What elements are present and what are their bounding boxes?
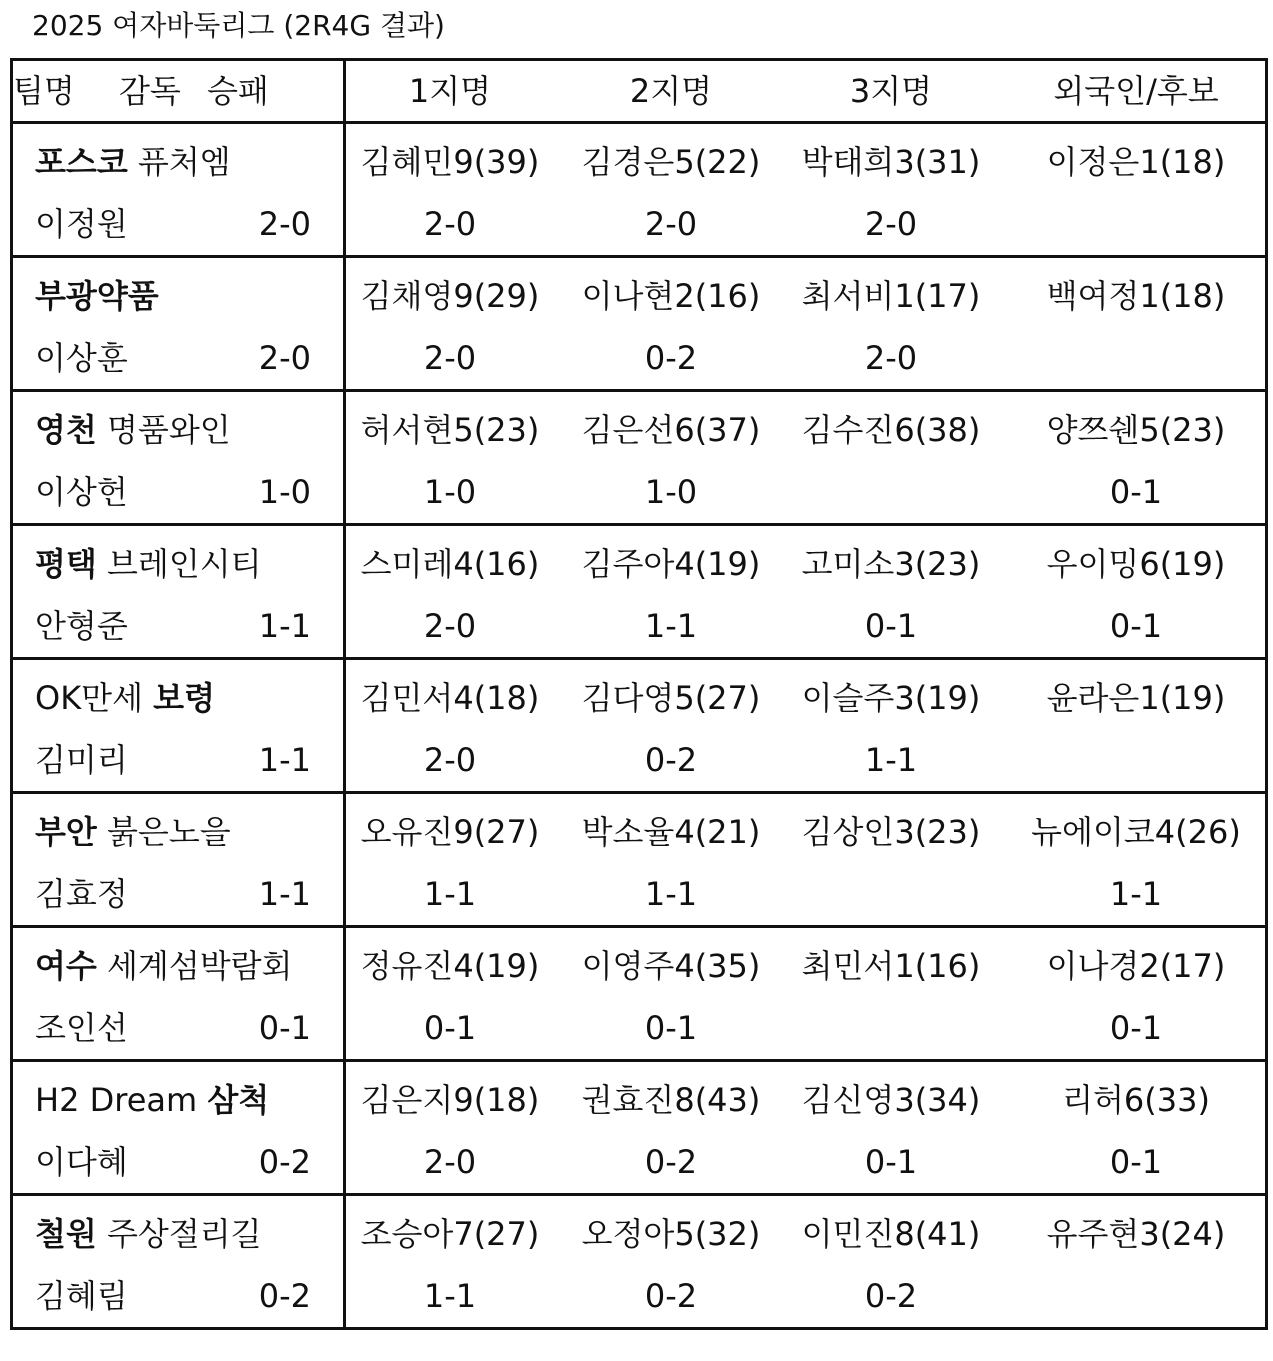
player-result: 2-0 [423,741,477,779]
player-name: 윤라은1(19) [1046,679,1226,717]
player-name: 오정아5(32) [581,1215,761,1253]
team-name [35,808,231,856]
team-sponsor-name: 명품와인 [96,411,231,449]
player-name: 이슬주3(19) [801,679,981,717]
player-result: 1-0 [423,473,477,511]
team-city-name: 부광약품 [35,277,159,315]
header-pick-2: 2지명 [629,72,713,110]
document-title: 2025 여자바둑리그 (2R4G 결과) [32,9,445,42]
team-name [35,272,159,320]
player-result: 0-1 [1109,607,1163,645]
coach-name: 이상헌 [35,473,128,511]
team-sponsor-name: 브레인시티 [96,545,262,583]
header-picks-cell [345,60,1267,123]
player-result: 1-1 [644,607,698,645]
team-sponsor-name: 붉은노을 [96,813,231,851]
player-result: 0-1 [423,1009,477,1047]
player-name: 김경은5(22) [581,143,761,181]
team-name [35,1076,269,1124]
player-result: 1-1 [864,741,918,779]
team-record: 1-0 [258,473,311,511]
header-pick-1: 1지명 [408,72,492,110]
players-cell [345,1195,1267,1329]
team-city-name: 삼척 [207,1081,270,1119]
player-name: 김다영5(27) [581,679,761,717]
coach-name: 이다혜 [35,1143,128,1181]
team-record: 1-1 [258,607,311,645]
team-name [35,540,262,588]
player-name: 양쯔쉔5(23) [1046,411,1226,449]
player-name: 고미소3(23) [801,545,981,583]
team-city-name: 평택 [35,545,97,583]
players-cell [345,793,1267,927]
team-city-name: 부안 [35,813,97,851]
player-result: 2-0 [644,205,698,243]
player-result: 1-1 [644,875,698,913]
player-result: 1-1 [423,875,477,913]
table-row [12,1061,1267,1195]
players-cell [345,391,1267,525]
player-name: 최서비1(17) [801,277,981,315]
player-result: 2-0 [423,205,477,243]
coach-name: 김혜림 [35,1277,128,1315]
league-results-table [10,58,1268,1330]
player-name: 김민서4(18) [360,679,540,717]
player-result: 2-0 [864,205,918,243]
player-result: 0-1 [1109,473,1163,511]
team-cell [12,123,345,257]
team-sponsor-name: 퓨처엠 [127,143,231,181]
player-result: 1-1 [423,1277,477,1315]
coach-name: 이상훈 [35,339,128,377]
header-pick-foreign: 외국인/후보 [1053,72,1219,110]
player-name: 권효진8(43) [581,1081,761,1119]
player-result: 0-2 [644,339,698,377]
team-city-name: 포스코 [35,143,128,181]
player-name: 유주현3(24) [1046,1215,1226,1253]
table-row [12,525,1267,659]
player-result: 2-0 [864,339,918,377]
team-cell [12,391,345,525]
player-name: 리허6(33) [1062,1081,1210,1119]
player-name: 김신영3(34) [801,1081,981,1119]
header-pick-3: 3지명 [849,72,933,110]
player-name: 뉴에이코4(26) [1031,813,1241,851]
players-cell [345,257,1267,391]
table-row [12,257,1267,391]
team-cell [12,1061,345,1195]
player-result: 1-0 [644,473,698,511]
players-cell [345,1061,1267,1195]
coach-name: 이정원 [35,205,128,243]
player-result: 0-1 [644,1009,698,1047]
player-result: 2-0 [423,1143,477,1181]
table-row [12,1195,1267,1329]
player-name: 정유진4(19) [360,947,540,985]
player-name: 스미레4(16) [360,545,540,583]
player-result: 0-2 [864,1277,918,1315]
player-result: 2-0 [423,339,477,377]
team-city-name: 보령 [153,679,215,717]
player-name: 우이밍6(19) [1046,545,1226,583]
player-name: 이민진8(41) [801,1215,981,1253]
team-sponsor-prefix: H2 Dream [35,1081,208,1119]
player-name: 박태희3(31) [801,143,981,181]
team-name [35,674,215,722]
team-cell [12,1195,345,1329]
player-name: 조승아7(27) [360,1215,540,1253]
header-coach-label: 감독 [119,72,181,110]
header-team-cell [12,60,345,123]
player-result: 0-2 [644,741,698,779]
header-team-label: 팀명 [13,72,75,110]
player-name: 백여정1(18) [1046,277,1226,315]
team-city-name: 여수 [35,947,97,985]
players-cell [345,123,1267,257]
team-record: 0-2 [258,1143,311,1181]
player-name: 김상인3(23) [801,813,981,851]
player-name: 김채영9(29) [360,277,540,315]
player-result: 1-1 [1109,875,1163,913]
player-name: 최민서1(16) [801,947,981,985]
team-sponsor-name: 세계섬박람회 [96,947,293,985]
table-row [12,659,1267,793]
player-result: 0-1 [1109,1009,1163,1047]
player-name: 이나경2(17) [1046,947,1226,985]
team-cell [12,793,345,927]
player-name: 김주아4(19) [581,545,761,583]
player-name: 이영주4(35) [581,947,761,985]
team-name [35,942,292,990]
header-record-label: 승패 [207,72,269,110]
player-name: 이정은1(18) [1046,143,1226,181]
team-city-name: 영천 [35,411,97,449]
table-row [12,793,1267,927]
team-record: 0-2 [258,1277,311,1315]
team-sponsor-prefix: OK만세 [35,679,154,717]
header-row [12,60,1267,123]
table-row [12,123,1267,257]
player-result: 0-2 [644,1143,698,1181]
coach-name: 조인선 [35,1009,128,1047]
team-record: 2-0 [258,339,311,377]
team-cell [12,257,345,391]
player-result: 0-1 [864,607,918,645]
team-record: 2-0 [258,205,311,243]
player-name: 김은지9(18) [360,1081,540,1119]
player-name: 김수진6(38) [801,411,981,449]
team-record: 0-1 [258,1009,311,1047]
team-record: 1-1 [258,741,311,779]
team-name [35,406,231,454]
player-result: 0-1 [864,1143,918,1181]
team-cell [12,927,345,1061]
player-result: 0-2 [644,1277,698,1315]
player-name: 이나현2(16) [581,277,761,315]
players-cell [345,927,1267,1061]
team-name [35,138,231,186]
players-cell [345,659,1267,793]
team-sponsor-name: 주상절리길 [96,1215,262,1253]
coach-name: 김효정 [35,875,128,913]
player-result: 0-1 [1109,1143,1163,1181]
player-name: 박소율4(21) [581,813,761,851]
player-name: 김혜민9(39) [360,143,540,181]
team-record: 1-1 [258,875,311,913]
table-row [12,927,1267,1061]
player-name: 오유진9(27) [360,813,540,851]
player-result: 2-0 [423,607,477,645]
players-cell [345,525,1267,659]
team-cell [12,525,345,659]
player-name: 허서현5(23) [360,411,540,449]
table-row [12,391,1267,525]
team-cell [12,659,345,793]
team-name [35,1210,262,1258]
player-name: 김은선6(37) [581,411,761,449]
coach-name: 안형준 [35,607,128,645]
table-body [12,60,1267,1329]
team-city-name: 철원 [35,1215,97,1253]
coach-name: 김미리 [35,741,128,779]
